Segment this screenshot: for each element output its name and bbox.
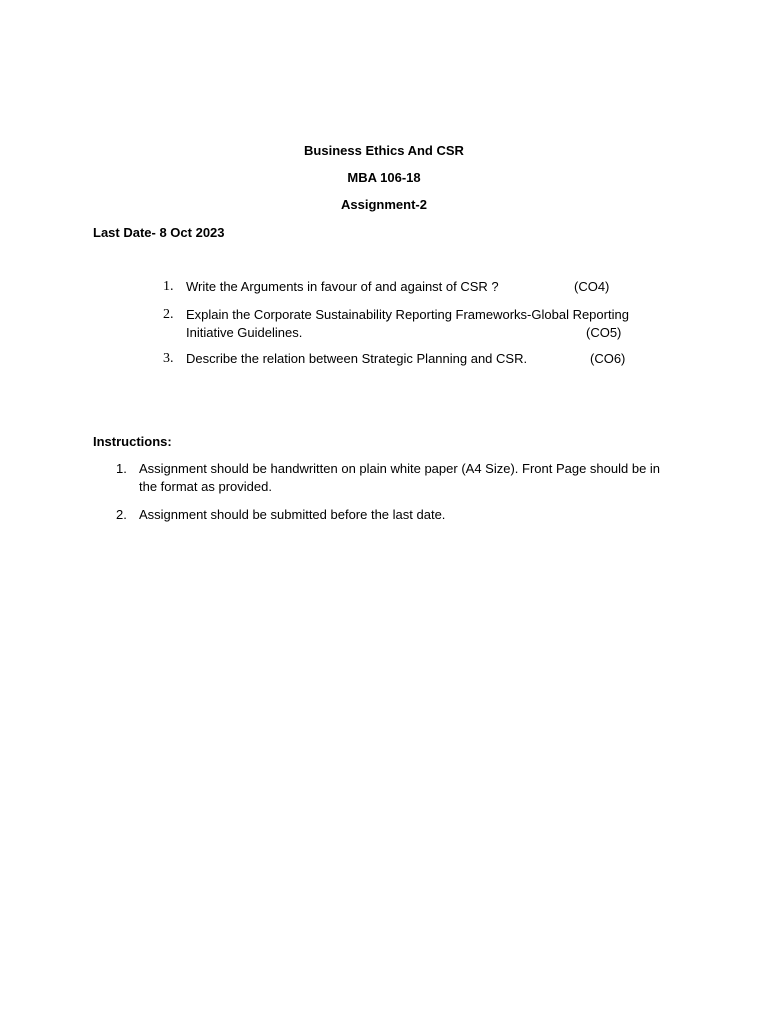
instruction-number: 1.	[116, 461, 127, 476]
question-number: 1.	[163, 279, 174, 294]
course-outcome: (CO6)	[590, 351, 626, 366]
question-text-line2: Initiative Guidelines.	[186, 325, 303, 340]
assignment-title: Assignment-2	[341, 197, 427, 212]
question-number: 2.	[163, 307, 174, 322]
question-number: 3.	[163, 351, 174, 366]
instruction-text-line2: the format as provided.	[139, 479, 272, 494]
instructions-heading: Instructions:	[93, 434, 172, 449]
course-outcome: (CO4)	[574, 279, 610, 294]
question-text-line1: Explain the Corporate Sustainability Reporting Frameworks-Global Reporting	[186, 307, 629, 322]
course-code: MBA 106-18	[347, 170, 421, 185]
course-outcome: (CO5)	[586, 325, 622, 340]
instruction-text-line1: Assignment should be handwritten on plain white paper (A4 Size). Front Page should be in	[139, 461, 661, 476]
instruction-text: Assignment should be submitted before the last date.	[139, 507, 446, 522]
last-date: Last Date- 8 Oct 2023	[93, 225, 225, 240]
instruction-number: 2.	[116, 507, 127, 522]
question-text: Write the Arguments in favour of and against of CSR ?	[186, 279, 499, 294]
course-title: Business Ethics And CSR	[304, 143, 464, 158]
question-text: Describe the relation between Strategic Planning and CSR.	[186, 351, 528, 366]
